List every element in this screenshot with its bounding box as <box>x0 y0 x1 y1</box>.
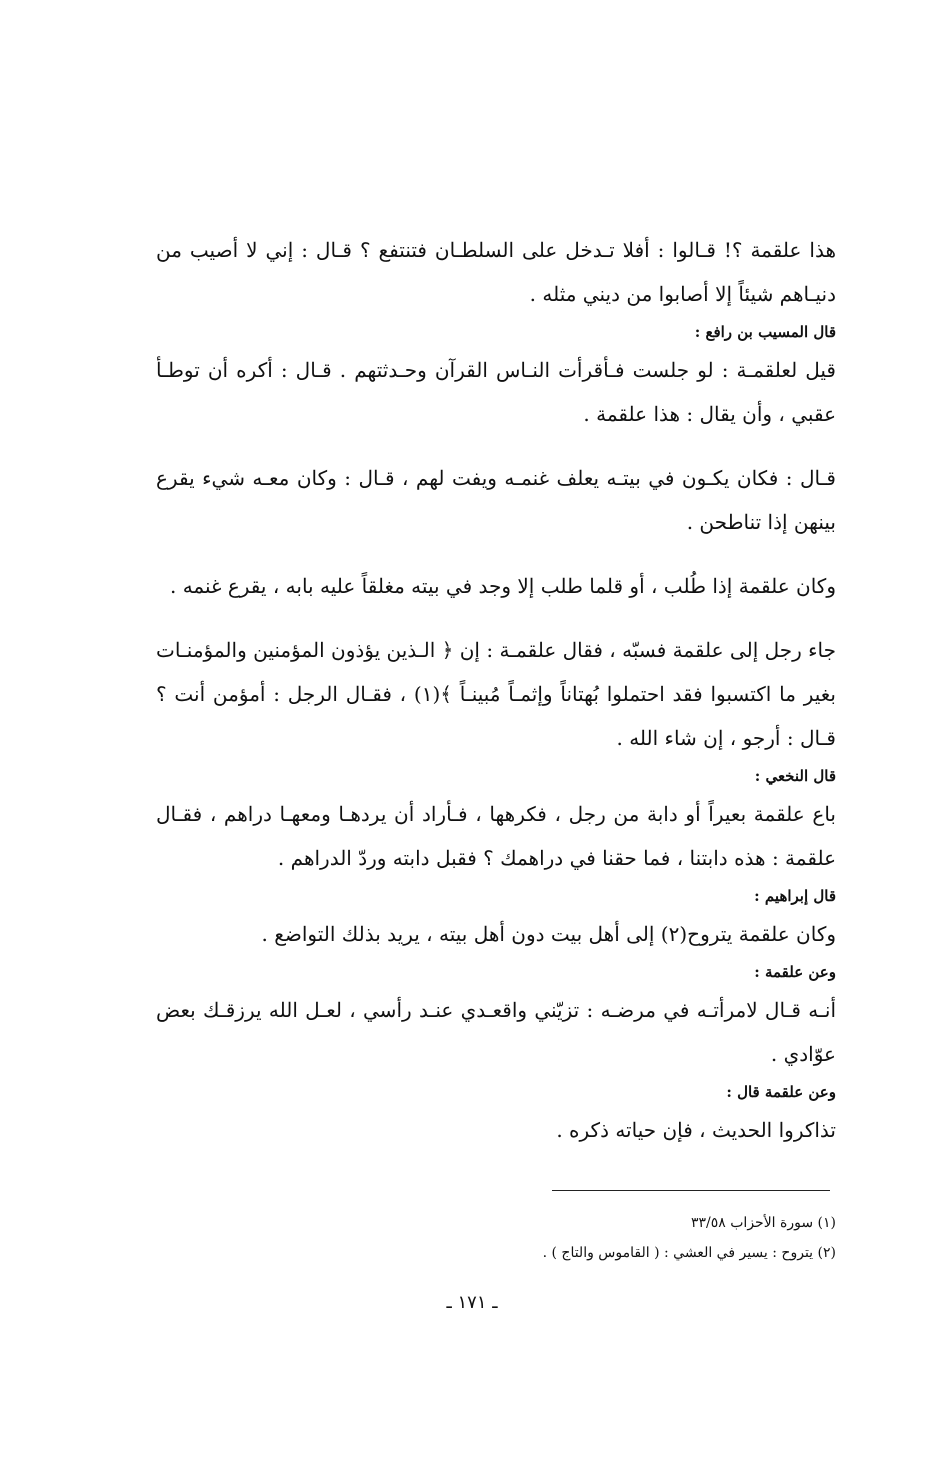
body-text <box>156 228 836 1152</box>
footnote-divider <box>552 1190 830 1191</box>
paragraph-1: هذا علقمة ؟! قـالوا : أفلا تـدخل على السلطـان فتنتفع ؟ قـال : إني لا أصيب من دنيـاهم شيئاً إلا أصابوا من ديني مثله . <box>156 238 836 306</box>
paragraph-8: أنـه قـال لامرأتـه في مرضـه : تزيّني واقعـدي عنـد رأسي ، لعـل الله يرزقـك بعض عوّادي . <box>156 998 836 1066</box>
section-header-nakhai: قال النخعي : <box>754 767 836 785</box>
paragraph-7: وكان علقمة يتروح(٢) إلى أهل بيت دون أهل بيته ، يريد بذلك التواضع . <box>261 922 836 946</box>
footnotes <box>156 1208 836 1268</box>
paragraph-9: تذاكروا الحديث ، فإن حياته ذكره . <box>556 1118 836 1142</box>
section-header-alqama-said: وعن علقمة قال : <box>726 1083 836 1101</box>
paragraph-4: وكان علقمة إذا طُلب ، أو قلما طلب إلا وجد في بيته مغلقاً عليه بابه ، يقرع غنمه . <box>169 574 836 598</box>
page-number: ـ ١٧١ ـ <box>446 1292 498 1313</box>
footnote-1: (١) سورة الأحزاب ٣٣/٥٨ <box>691 1215 836 1231</box>
paragraph-6: باع علقمة بعيراً أو دابة من رجل ، فكرهها ، فـأراد أن يردهـا ومعهـا دراهم ، فقـال علقمة : هذه دابتنا ، فما حقنا في دراهمك ؟ فقبل دابته وردّ الدراهم . <box>156 802 836 870</box>
paragraph-2: قيل لعلقمـة : لو جلست فـأقرأت النـاس القرآن وحـدثتهم . قـال : أكره أن توطـأ عقبي ، وأن يقال : هذا علقمة . <box>156 358 836 426</box>
paragraph-5: جاء رجل إلى علقمة فسبّه ، فقال علقمـة : إن ﴿ الـذين يؤذون المؤمنين والمؤمنـات بغير ما اكتسبوا فقد احتملوا بُهتاناً وإثمـاً مُبينـاً ﴾(١) ، فقـال الرجل : أمؤمن أنت ؟ قـال : أرجو ، إن شاء الله . <box>156 638 836 750</box>
section-header-alqama: وعن علقمة : <box>754 963 836 981</box>
section-header-ibrahim: قال إبراهيم : <box>754 887 836 905</box>
section-header-musayyib: قال المسيب بن رافع : <box>694 323 836 341</box>
paragraph-3: قـال : فكان يكـون في بيتـه يعلف غنمـه ويفت لهم ، قـال : وكان معـه شيء يقرع بينهن إذا تناطحن . <box>156 466 836 534</box>
footnote-2: (٢) يتروح : يسير في العشي : ( القاموس والتاج ) . <box>542 1245 836 1261</box>
